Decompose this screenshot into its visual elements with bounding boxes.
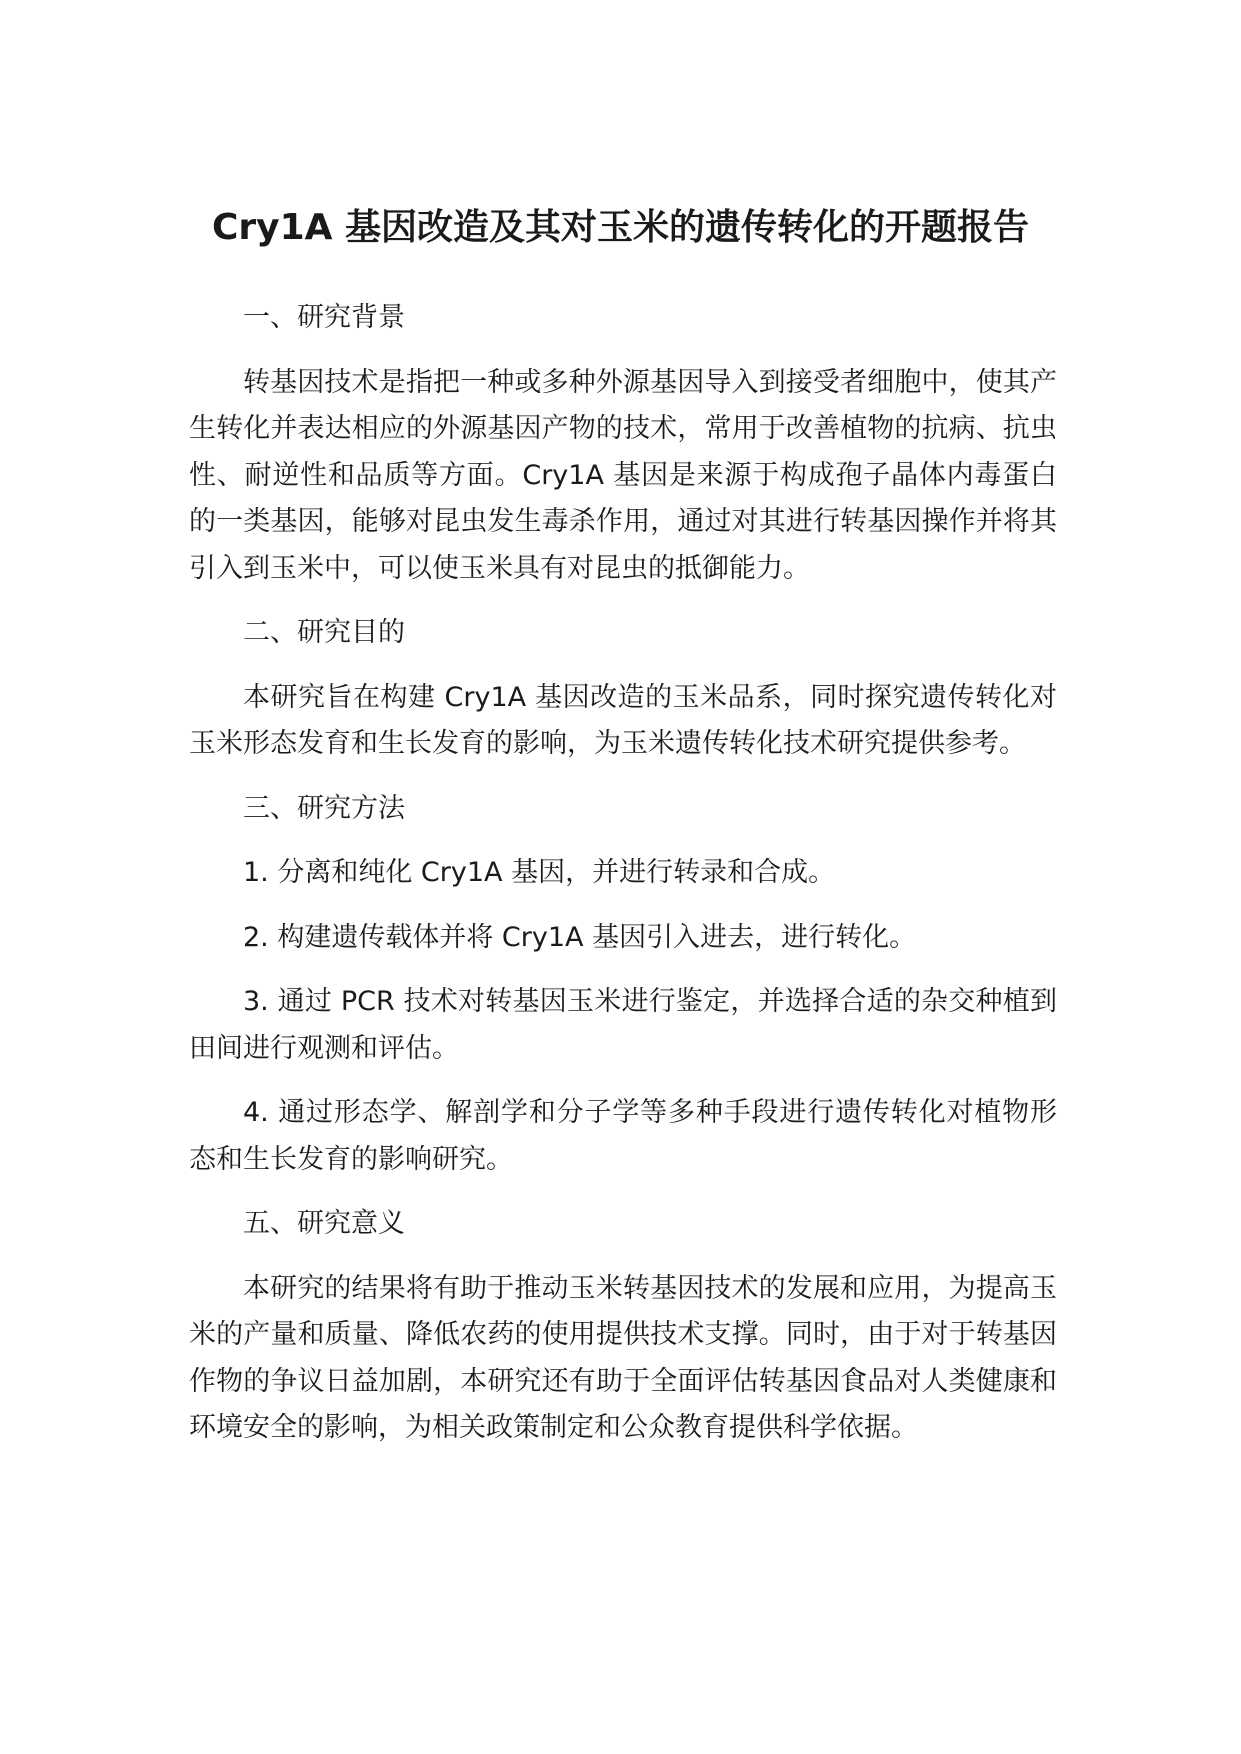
section-heading-background: 一、研究背景 (243, 302, 405, 333)
document-body (189, 295, 1057, 1452)
paragraph-purpose: 本研究旨在构建 Cry1A 基因改造的玉米品系，同时探究遗传转化对玉米形态发育和生长发育的影响，为玉米遗传转化技术研究提供参考。 (189, 681, 1057, 759)
document-title: Cry1A 基因改造及其对玉米的遗传转化的开题报告 (211, 207, 1030, 249)
section-heading-purpose: 二、研究目的 (243, 617, 405, 648)
method-item-4: 4. 通过形态学、解剖学和分子学等多种手段进行遗传转化对植物形态和生长发育的影响研究。 (189, 1097, 1057, 1175)
paragraph-background: 转基因技术是指把一种或多种外源基因导入到接受者细胞中，使其产生转化并表达相应的外源基因产物的技术，常用于改善植物的抗病、抗虫性、耐逆性和品质等方面。Cry1A 基因是来源于构成孢子晶体内毒蛋白的一类基因，能够对昆虫发生毒杀作用，通过对其进行转基因操作并将其引入到玉米中，可以使玉米具有对昆虫的抵御能力。 (189, 366, 1057, 584)
paragraph-significance: 本研究的结果将有助于推动玉米转基因技术的发展和应用，为提高玉米的产量和质量、降低农药的使用提供技术支撑。同时，由于对于转基因作物的争议日益加剧，本研究还有助于全面评估转基因食品对人类健康和环境安全的影响，为相关政策制定和公众教育提供科学依据。 (189, 1272, 1057, 1443)
method-item-3: 3. 通过 PCR 技术对转基因玉米进行鉴定，并选择合适的杂交种植到田间进行观测和评估。 (189, 986, 1057, 1064)
method-item-2: 2. 构建遗传载体并将 Cry1A 基因引入进去，进行转化。 (243, 921, 917, 953)
method-item-1: 1. 分离和纯化 Cry1A 基因，并进行转录和合成。 (243, 857, 836, 888)
section-heading-significance: 五、研究意义 (243, 1208, 405, 1239)
section-heading-methods: 三、研究方法 (243, 792, 405, 824)
